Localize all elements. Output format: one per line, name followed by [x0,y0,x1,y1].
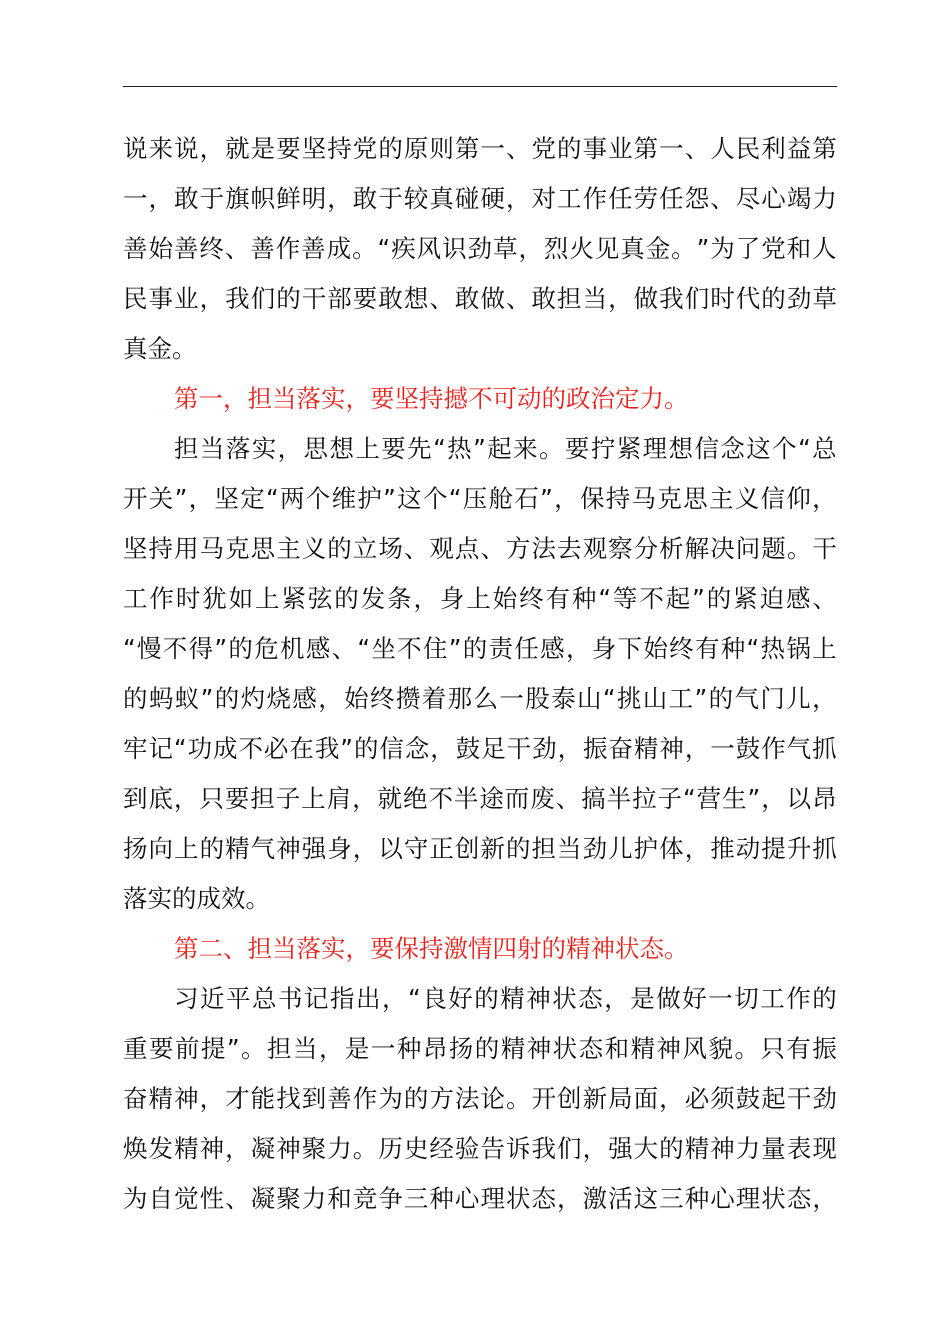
text-line: 落实的成效。 [123,884,270,913]
text-line: 牢 记 “ 功 成 不 必 在 我 ” 的 信 念 ， 鼓 足 干 劲 ， 振 奋 精 神 ， 一 鼓 作 气 抓 [123,734,837,763]
text-line: 的 蚂 蚁 ” 的 灼 烧 感 ， 始 终 攒 着 那 么 一 股 泰 山 “ 挑 山 工 ” 的 气 门 儿 ， [123,684,837,713]
text-line: 奋 精 神 ， 才 能 找 到 善 作 为 的 方 法 论 。 开 创 新 局 面 ， 必 须 鼓 起 干 劲 [123,1084,837,1113]
text-line: 坚 持 用 马 克 思 主 义 的 立 场 、 观 点 、 方 法 去 观 察 分 析 解 决 问 题 。 干 [123,534,837,563]
section-heading: 第二、担当落实，要保持激情四射的精神状态。 [174,934,689,963]
text-line: 为 自 觉 性 、 凝 聚 力 和 竞 争 三 种 心 理 状 态 ， 激 活 这 三 种 心 理 状 态 ， [123,1184,837,1213]
text-line: 重 要 前 提 ” 。 担 当 ， 是 一 种 昂 扬 的 精 神 状 态 和 精 神 风 貌 。 只 有 振 [123,1034,837,1063]
text-line: 一 ， 敢 于 旗 帜 鲜 明 ， 敢 于 较 真 碰 硬 ， 对 工 作 任 劳 任 怨 、 尽 心 竭 力 [123,184,837,213]
document-body [123,124,837,1224]
text-line: 开 关 ” ， 坚 定 “ 两 个 维 护 ” 这 个 “ 压 舱 石 ” ， 保 持 马 克 思 主 义 信 仰 ， [123,484,837,513]
text-line: 扬 向 上 的 精 气 神 强 身 ， 以 守 正 创 新 的 担 当 劲 儿 护 体 ， 推 动 提 升 抓 [123,834,837,863]
text-line: 工 作 时 犹 如 上 紧 弦 的 发 条 ， 身 上 始 终 有 种 “ 等 不 起 ” 的 紧 迫 感 、 [123,584,837,613]
text-line: 真金。 [123,334,197,363]
text-line: 说 来 说 ， 就 是 要 坚 持 党 的 原 则 第 一 、 党 的 事 业 第 一 、 人 民 利 益 第 [123,134,837,163]
header-rule [123,86,837,87]
text-line: 善 始 善 终 、 善 作 善 成 。 “ 疾 风 识 劲 草 ， 烈 火 见 真 金 。 ” 为 了 党 和 人 [123,234,837,263]
text-line: 民 事 业 ， 我 们 的 干 部 要 敢 想 、 敢 做 、 敢 担 当 ， 做 我 们 时 代 的 劲 草 [123,284,837,313]
text-line: 焕 发 精 神 ， 凝 神 聚 力 。 历 史 经 验 告 诉 我 们 ， 强 大 的 精 神 力 量 表 现 [123,1134,837,1163]
text-line: “ 慢 不 得 ” 的 危 机 感 、 “ 坐 不 住 ” 的 责 任 感 ， 身 下 始 终 有 种 “ 热 锅 上 [123,634,837,663]
text-line: 担 当 落 实 ， 思 想 上 要 先 “ 热 ” 起 来 。 要 拧 紧 理 想 信 念 这 个 “ 总 [174,434,837,463]
text-line: 习 近 平 总 书 记 指 出 ， “ 良 好 的 精 神 状 态 ， 是 做 好 一 切 工 作 的 [174,984,837,1013]
section-heading: 第一，担当落实，要坚持撼不可动的政治定力。 [174,384,689,413]
text-line: 到 底 ， 只 要 担 子 上 肩 ， 就 绝 不 半 途 而 废 、 搞 半 拉 子 “ 营 生 ” ， 以 昂 [123,784,837,813]
